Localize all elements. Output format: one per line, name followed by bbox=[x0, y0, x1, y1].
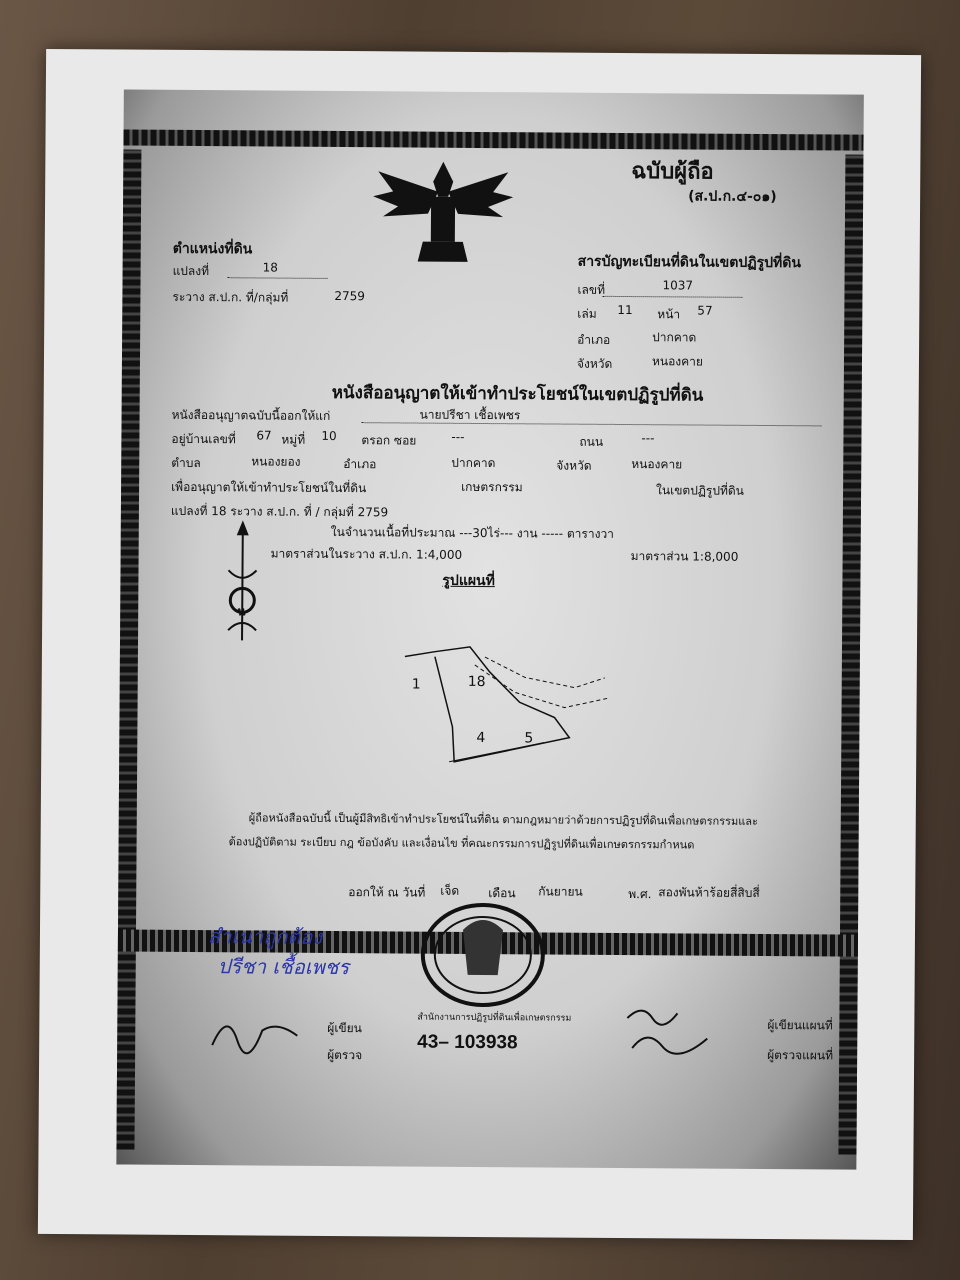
map-writer-label: ผู้เขียนแผนที่ bbox=[767, 1018, 833, 1033]
page-label: หน้า bbox=[657, 307, 681, 322]
registry-no-label: เลขที่ bbox=[577, 282, 606, 297]
zone-label: ในเขตปฏิรูปที่ดิน bbox=[656, 483, 744, 498]
soi-value: --- bbox=[451, 429, 465, 444]
issued-label: ออกให้ ณ วันที่ bbox=[348, 885, 426, 900]
moo-no: 10 bbox=[321, 428, 337, 443]
map-label-parcel: 18 bbox=[467, 673, 486, 691]
map-label-neighbor-4: 4 bbox=[476, 729, 486, 747]
parcel-no: 18 bbox=[262, 260, 278, 275]
map-signature bbox=[617, 998, 727, 1059]
area-line: ในจำนวนเนื้อที่ประมาณ ---30ไร่--- งาน ----- ตารางวา bbox=[330, 524, 615, 541]
moo-label: หมู่ที่ bbox=[281, 432, 306, 447]
month-label: เดือน bbox=[488, 886, 516, 901]
province-value: หนองคาย bbox=[651, 354, 704, 369]
book-label: เล่ม bbox=[577, 306, 597, 321]
purpose-label: เพื่ออนุญาตให้เข้าทำประโยชน์ในที่ดิน bbox=[171, 479, 367, 496]
changwat-label: จังหวัด bbox=[556, 458, 592, 473]
copy-label: ฉบับผู้ถือ bbox=[631, 159, 714, 185]
amphoe-value: ปากคาด bbox=[451, 455, 496, 471]
house-label: อยู่บ้านเลขที่ bbox=[171, 431, 236, 447]
year-label: พ.ศ. bbox=[628, 887, 652, 902]
road-label: ถนน bbox=[579, 434, 604, 449]
issued-month: กันยายน bbox=[538, 884, 583, 899]
map-label: ระวาง ส.ป.ก. ที่/กลุ่มที่ bbox=[172, 289, 289, 305]
issued-year: สองพันห้าร้อยสี่สิบสี่ bbox=[658, 885, 760, 900]
writer-label: ผู้เขียน bbox=[327, 1020, 362, 1036]
book-no: 11 bbox=[617, 302, 633, 318]
map-checker-label: ผู้ตรวจแผนที่ bbox=[767, 1048, 834, 1063]
form-code: (ส.ป.ก.๔-๐๑) bbox=[688, 188, 777, 206]
parcel-line bbox=[228, 276, 328, 279]
serial-number: 43– 103938 bbox=[417, 1031, 518, 1054]
soi-label: ตรอก ซอย bbox=[361, 433, 417, 448]
north-label: น bbox=[237, 604, 246, 619]
writer-signature bbox=[207, 1005, 307, 1061]
map-no: 2759 bbox=[334, 288, 366, 304]
map-title: รูปแผนที่ bbox=[442, 572, 495, 590]
checker-label: ผู้ตรวจ bbox=[327, 1047, 363, 1063]
road-value: --- bbox=[641, 431, 655, 446]
tambon-label: ตำบล bbox=[171, 455, 201, 471]
body-line-2: ต้องปฏิบัติตาม ระเบียบ กฎ ข้อบังคับ และเงื่อนไข ที่คณะกรรมการปฏิรูปที่ดินเพื่อเกษตรกรรมกำหนด bbox=[228, 835, 695, 852]
page-no: 57 bbox=[697, 303, 713, 318]
right-border bbox=[838, 155, 863, 1155]
registry-no: 1037 bbox=[662, 278, 694, 293]
garuda-emblem-icon bbox=[368, 151, 519, 272]
district-value: ปากคาด bbox=[652, 330, 697, 345]
official-seal bbox=[417, 900, 548, 1011]
scale-left: มาตราส่วนในระวาง ส.ป.ก. 1:4,000 bbox=[270, 546, 463, 562]
location-title: ตำแหน่งที่ดิน bbox=[172, 240, 253, 258]
scale-right: มาตราส่วน 1:8,000 bbox=[630, 549, 739, 564]
body-line-1: ผู้ถือหนังสือฉบับนี้ เป็นผู้มีสิทธิเข้าทำประโยชน์ในที่ดิน ตามกฎหมายว่าด้วยการปฏิรูปที่ดินเพื่อเกษตรกรรมและ bbox=[248, 811, 759, 828]
north-arrow-icon bbox=[220, 520, 266, 645]
top-border bbox=[123, 130, 863, 151]
purpose-value: เกษตรกรรม bbox=[461, 479, 523, 495]
left-border bbox=[116, 150, 141, 1150]
amphoe-label: อำเภอ bbox=[343, 457, 377, 472]
document-sheet bbox=[38, 49, 921, 1240]
registry-title: สารบัญทะเบียนที่ดินในเขตปฏิรูปที่ดิน bbox=[577, 253, 801, 272]
seal-caption: สำนักงานการปฏิรูปที่ดินเพื่อเกษตรกรรม bbox=[417, 1012, 572, 1024]
photocopy-area bbox=[116, 90, 863, 1170]
handwritten-name: ปรีชา เชื้อเพชร bbox=[217, 954, 350, 980]
province-label: จังหวัด bbox=[576, 356, 613, 371]
registry-no-line bbox=[602, 295, 742, 298]
parcel-detail: แปลงที่ 18 ระวาง ส.ป.ก. ที่ / กลุ่มที่ 2759 bbox=[170, 503, 389, 520]
map-label-neighbor-5: 5 bbox=[524, 730, 534, 747]
changwat-value: หนองคาย bbox=[631, 457, 683, 472]
grantee-name: นายปรีชา เชื้อเพชร bbox=[419, 407, 521, 423]
parcel-label: แปลงที่ bbox=[172, 263, 210, 279]
house-no: 67 bbox=[256, 428, 272, 443]
handwritten-certified-copy: สำเนาถูกต้อง bbox=[207, 924, 323, 949]
issued-day: เจ็ด bbox=[440, 883, 460, 898]
grantee-label: หนังสืออนุญาตฉบับนี้ออกให้แก่ bbox=[171, 407, 331, 423]
tambon-value: หนองยอง bbox=[251, 454, 301, 469]
map-label-neighbor-1: 1 bbox=[411, 676, 421, 693]
document-title: หนังสืออนุญาตให้เข้าทำประโยชน์ในเขตปฏิรูปที่ดิน bbox=[331, 382, 704, 406]
district-label: อำเภอ bbox=[577, 332, 611, 347]
